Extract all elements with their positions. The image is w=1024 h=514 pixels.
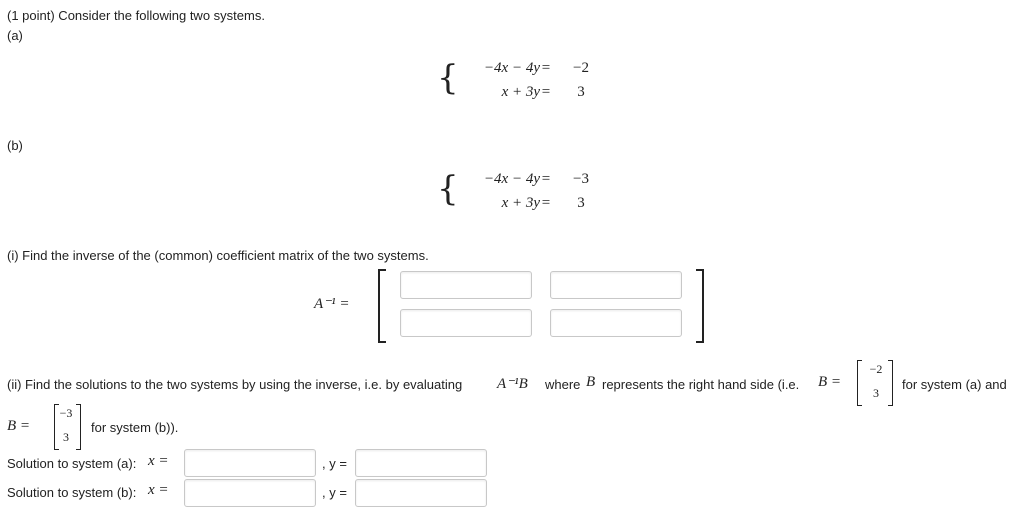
vec-b-right-bracket	[76, 404, 81, 450]
system-a-eq2-lhs: x + 3y	[501, 84, 540, 100]
solution-a-x-input[interactable]	[184, 449, 316, 477]
solution-a-x-eq: x =	[148, 453, 169, 469]
vec-b-entry-2: 3	[63, 430, 69, 444]
solution-b-y-eq: , y =	[322, 485, 347, 500]
system-b-eq2-sign: =	[541, 195, 551, 211]
question-ii-for-a: for system (a) and	[902, 377, 1007, 392]
system-b-eq2-rhs: 3	[577, 195, 585, 211]
solution-b-x-input[interactable]	[184, 479, 316, 507]
system-b	[450, 171, 610, 215]
question-ii-expr: A⁻¹B	[497, 376, 528, 392]
question-ii-B-eq-a: B =	[818, 374, 842, 390]
system-b-eq1-lhs: −4x − 4y	[483, 171, 540, 187]
system-b-eq1-rhs: −3	[573, 171, 589, 187]
system-a-eq2-rhs: 3	[577, 84, 585, 100]
solution-b-label: Solution to system (b):	[7, 485, 137, 500]
vec-a-entry-1: −2	[869, 362, 883, 376]
matrix-right-bracket	[696, 269, 704, 343]
system-a-eq1-rhs: −2	[573, 60, 589, 76]
system-a-eq1-lhs: −4x − 4y	[483, 60, 540, 76]
brace-a: {	[437, 58, 459, 98]
vec-b-entry-1: −3	[59, 406, 73, 420]
question-ii-B-eq-b: B =	[7, 418, 31, 434]
system-b-eq1-sign: =	[541, 171, 551, 187]
inverse-entry-2-2-input[interactable]	[550, 309, 682, 337]
question-ii-text-start: (ii) Find the solutions to the two systems by using the inverse, i.e. by evaluating	[7, 377, 463, 392]
system-a-eq2-sign: =	[541, 84, 551, 100]
solution-a-y-eq: , y =	[322, 456, 347, 471]
question-ii-B-symbol: B	[586, 374, 596, 390]
system-a	[450, 60, 610, 104]
vec-a-right-bracket	[888, 360, 893, 406]
question-ii-represents: represents the right hand side (i.e.	[602, 377, 800, 392]
inverse-matrix-label: A⁻¹ =	[314, 296, 350, 312]
matrix-left-bracket	[378, 269, 386, 343]
question-i-text: (i) Find the inverse of the (common) coefficient matrix of the two systems.	[7, 248, 429, 263]
question-ii-for-b: for system (b)).	[91, 420, 179, 435]
intro-text: (1 point) Consider the following two systems.	[7, 8, 265, 23]
brace-b: {	[437, 169, 459, 209]
part-a-label: (a)	[7, 28, 23, 43]
question-ii-where: where	[545, 377, 581, 392]
inverse-entry-2-1-input[interactable]	[400, 309, 532, 337]
system-a-eq1-sign: =	[541, 60, 551, 76]
system-b-eq2-lhs: x + 3y	[501, 195, 540, 211]
vec-a-left-bracket	[857, 360, 862, 406]
solution-b-x-eq: x =	[148, 482, 169, 498]
part-b-label: (b)	[7, 138, 23, 153]
vec-a-entry-2: 3	[873, 386, 879, 400]
inverse-entry-1-1-input[interactable]	[400, 271, 532, 299]
inverse-entry-1-2-input[interactable]	[550, 271, 682, 299]
solution-b-y-input[interactable]	[355, 479, 487, 507]
solution-a-label: Solution to system (a):	[7, 456, 137, 471]
solution-a-y-input[interactable]	[355, 449, 487, 477]
